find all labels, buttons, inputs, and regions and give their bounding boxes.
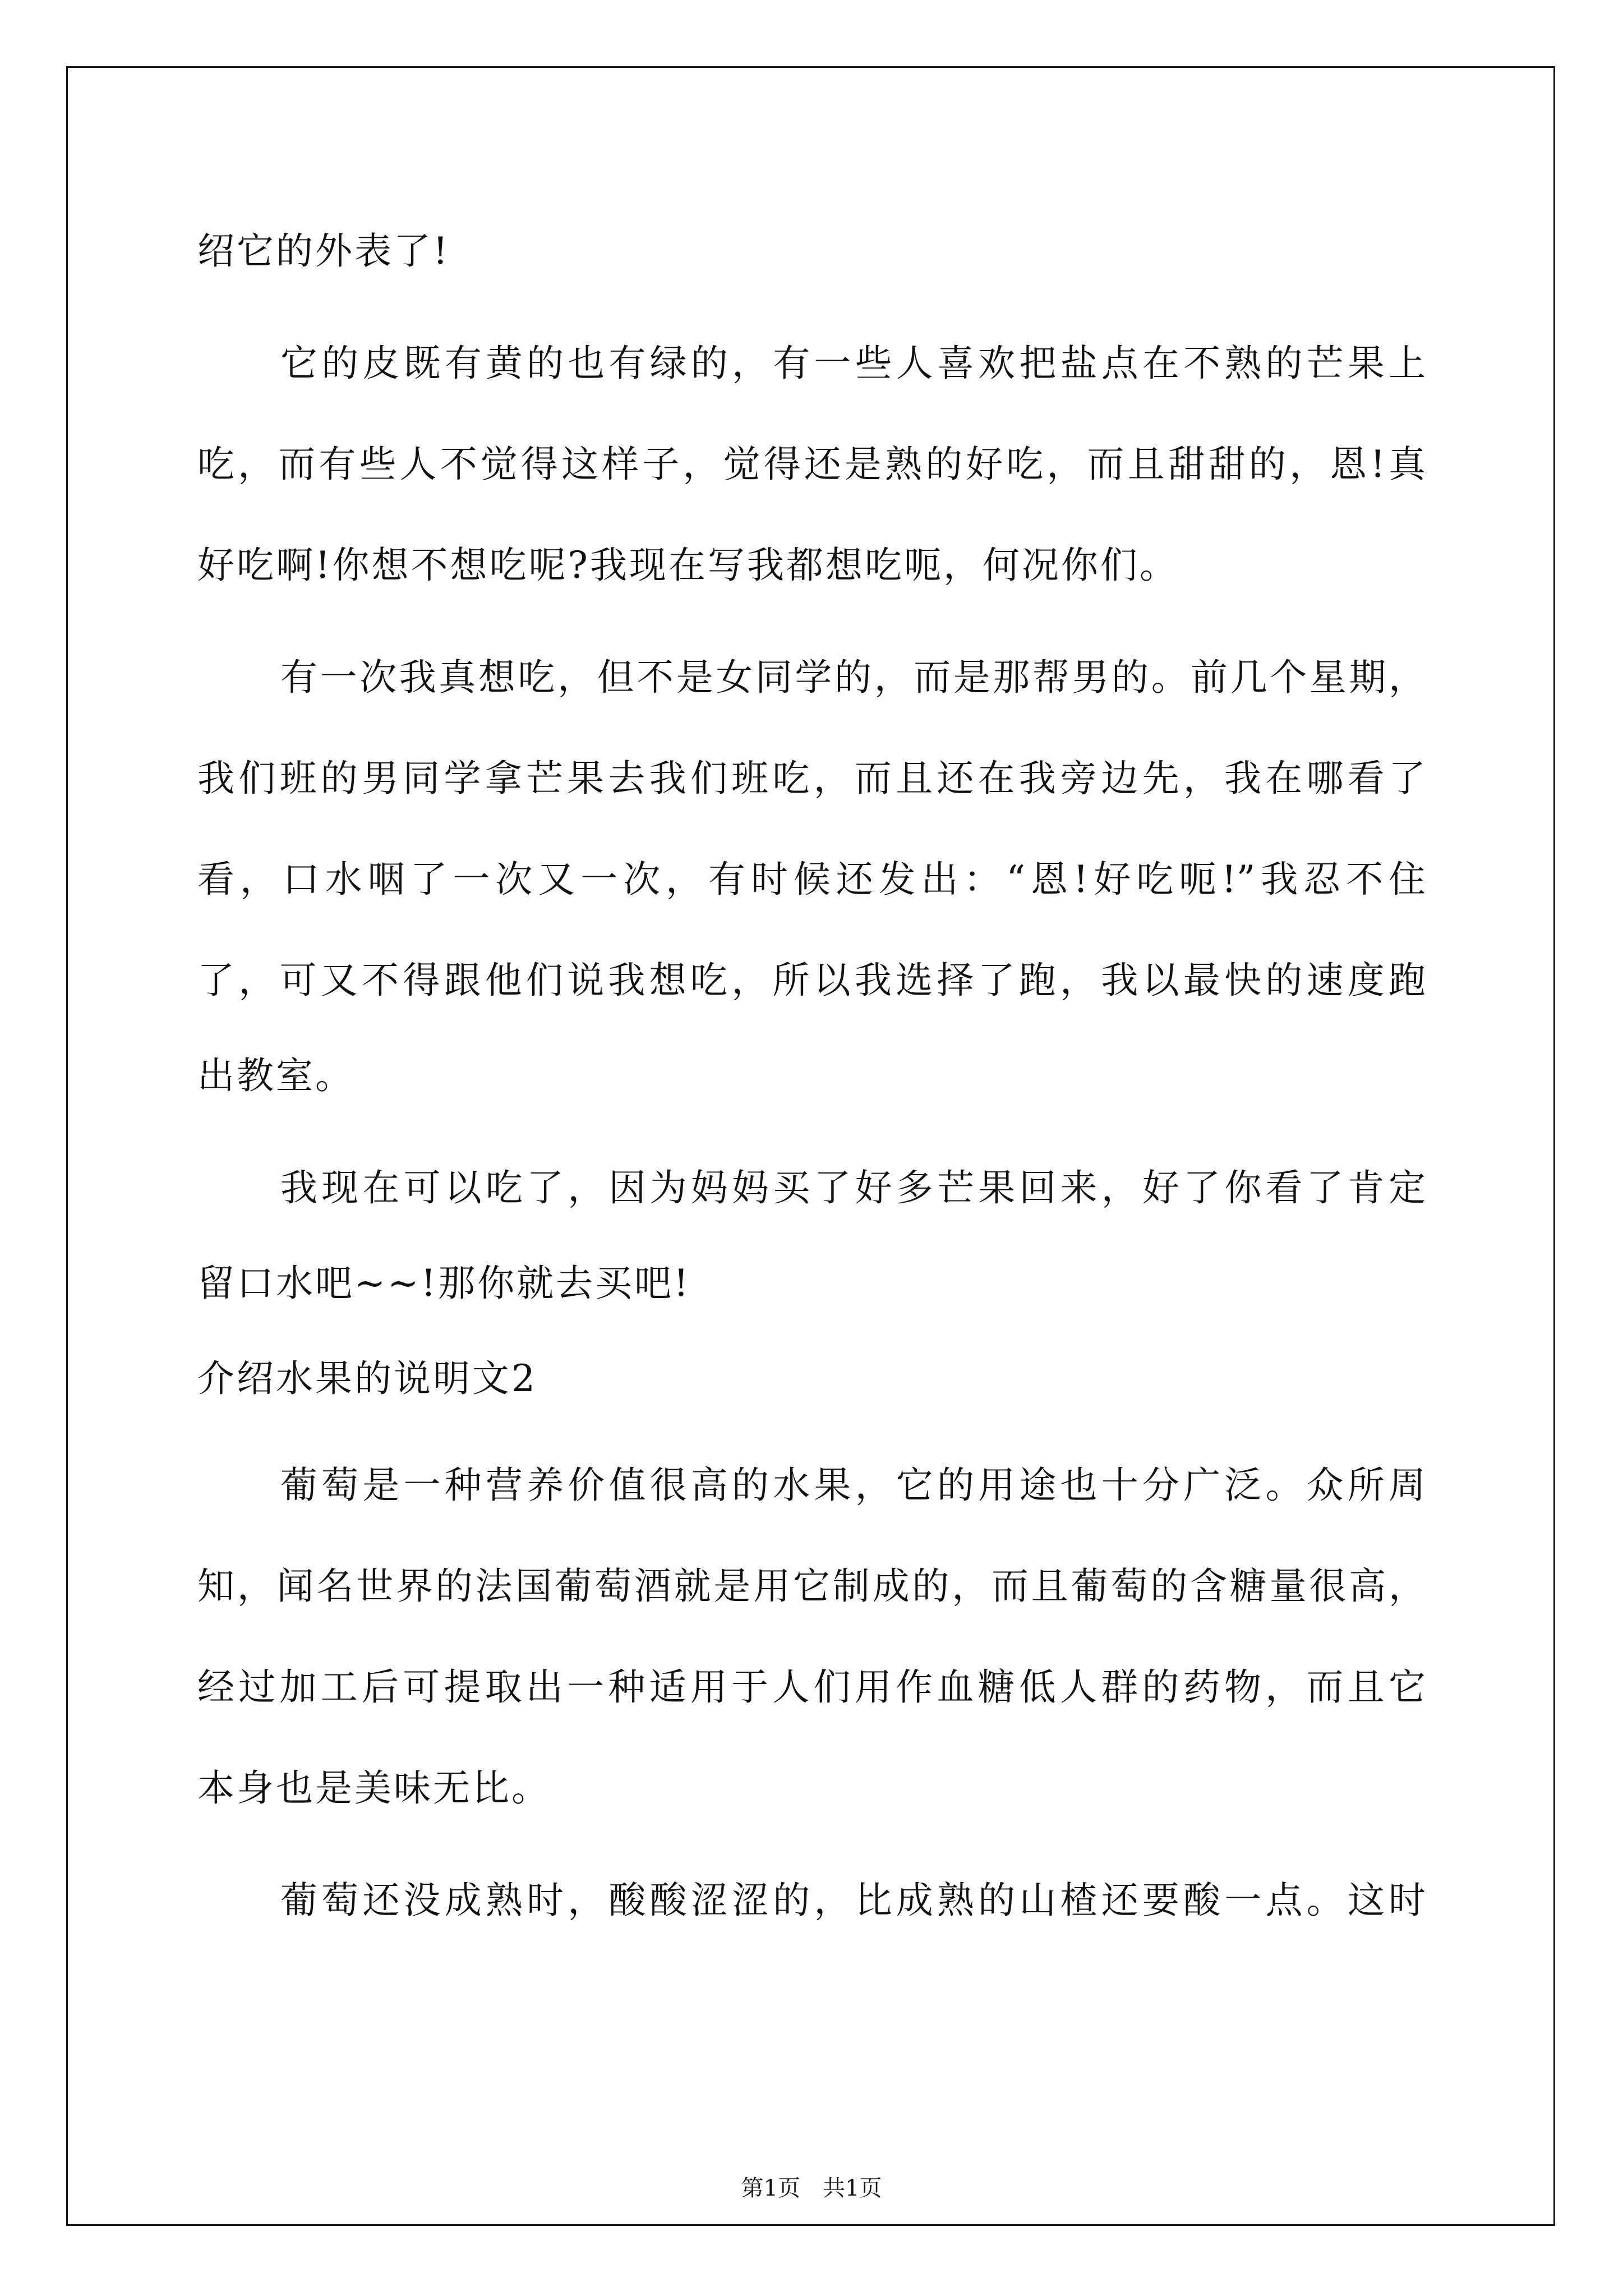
page-number-label: 第1页 共1页 bbox=[741, 2175, 882, 2201]
text-line: 绍它的外表了! bbox=[197, 229, 450, 273]
text-line: 留口水吧~~!那你就去买吧! bbox=[197, 1262, 691, 1305]
text-line: 我现在可以吃了，因为妈妈买了好多芒果回来，好了你看了肯定 bbox=[280, 1166, 1426, 1209]
text-line: 吃，而有些人不觉得这样子，觉得还是熟的好吃，而且甜甜的，恩!真 bbox=[197, 443, 1426, 486]
text-line: 有一次我真想吃，但不是女同学的，而是那帮男的。前几个星期， bbox=[280, 656, 1426, 699]
text-line: 知，闻名世界的法国葡萄酒就是用它制成的，而且葡萄的含糖量很高， bbox=[197, 1565, 1426, 1608]
text-line: 它的皮既有黄的也有绿的，有一些人喜欢把盐点在不熟的芒果上 bbox=[280, 342, 1426, 385]
text-line: 了，可又不得跟他们说我想吃，所以我选择了跑，我以最快的速度跑 bbox=[197, 959, 1426, 1002]
text-line: 葡萄还没成熟时，酸酸涩涩的，比成熟的山楂还要酸一点。这时 bbox=[280, 1879, 1426, 1922]
text-line: 经过加工后可提取出一种适用于人们用作血糖低人群的药物，而且它 bbox=[197, 1665, 1426, 1709]
page-footer bbox=[0, 2174, 1623, 2202]
text-line: 本身也是美味无比。 bbox=[197, 1766, 551, 1810]
text-line: 出教室。 bbox=[197, 1054, 354, 1097]
text-line: 我们班的男同学拿芒果去我们班吃，而且还在我旁边先，我在哪看了 bbox=[197, 757, 1426, 800]
text-line: 葡萄是一种营养价值很高的水果，它的用途也十分广泛。众所周 bbox=[280, 1464, 1426, 1507]
text-line: 看，口水咽了一次又一次，有时候还发出：“恩!好吃呃!”我忍不住 bbox=[197, 858, 1426, 901]
text-line: 好吃啊!你想不想吃呢?我现在写我都想吃呃，何况你们。 bbox=[197, 544, 1179, 587]
section-heading: 介绍水果的说明文2 bbox=[197, 1357, 537, 1400]
